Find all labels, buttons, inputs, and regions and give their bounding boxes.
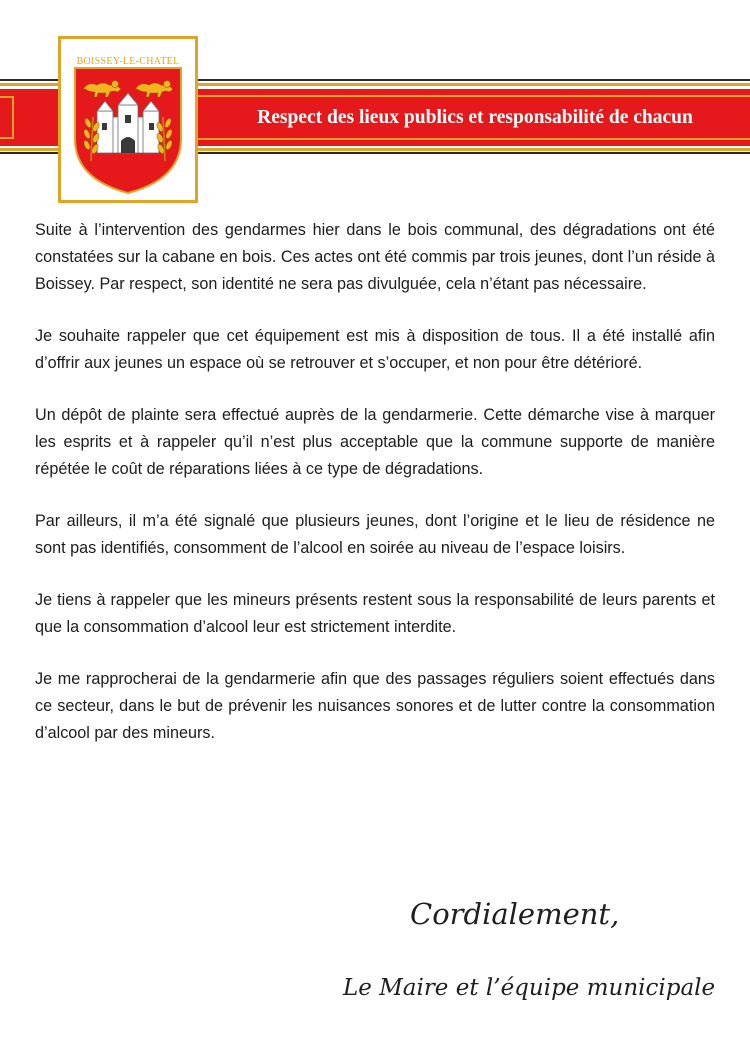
closing-salutation: Cordialement, — [410, 897, 620, 931]
banner-left-frame — [0, 96, 14, 139]
crest-image — [61, 39, 195, 200]
paragraph-complaint: Un dépôt de plainte sera effectué auprès de la gendarmerie. Cette démarche vise à marquer les esprits et à rappeler qu’il n’est plus acceptable que la commune supporte de manière répétée le coût de réparations liées à ce type de dégradations. — [35, 406, 715, 478]
paragraph-equipment-reminder: Je souhaite rappeler que cet équipement est mis à disposition de tous. Il a été installé afin d’offrir aux jeunes un espace où se retrouver et s’occuper, et non pour être détérioré. — [35, 327, 715, 372]
paragraph-patrols: Je me rapprocherai de la gendarmerie afin que des passages réguliers soient effectués dans ce secteur, dans le but de prévenir les nuisances sonores et de lutter contre la consommation d’alcool par des mineurs. — [35, 670, 715, 742]
paragraph-minors-responsibility: Je tiens à rappeler que les mineurs présents restent sous la responsabilité de leurs parents et que la consommation d’alcool leur est strictement interdite. — [35, 591, 715, 636]
castle-icon — [97, 93, 159, 153]
letter-body — [35, 217, 715, 772]
town-crest — [58, 36, 198, 203]
page-title: Respect des lieux publics et responsabilité de chacun — [257, 106, 693, 128]
paragraph-gendarmes-intervention: Suite à l’intervention des gendarmes hier dans le bois communal, des dégradations ont été constatées sur la cabane en bois. Ces actes ont été commis par trois jeunes, dont l’un réside à Boissey. Par respect, son identité ne sera pas divulguée, cela n’étant pas nécessaire. — [35, 221, 715, 293]
crest-town-name: BOISSEY-LE-CHATEL — [76, 56, 180, 67]
paragraph-alcohol-report: Par ailleurs, il m’a été signalé que plusieurs jeunes, dont l’origine et le lieu de résidence ne sont pas identifiés, consomment de l’alcool en soirée au niveau de l’espace loisirs. — [35, 512, 715, 557]
signatory: Le Maire et l’équipe municipale — [343, 975, 716, 1001]
